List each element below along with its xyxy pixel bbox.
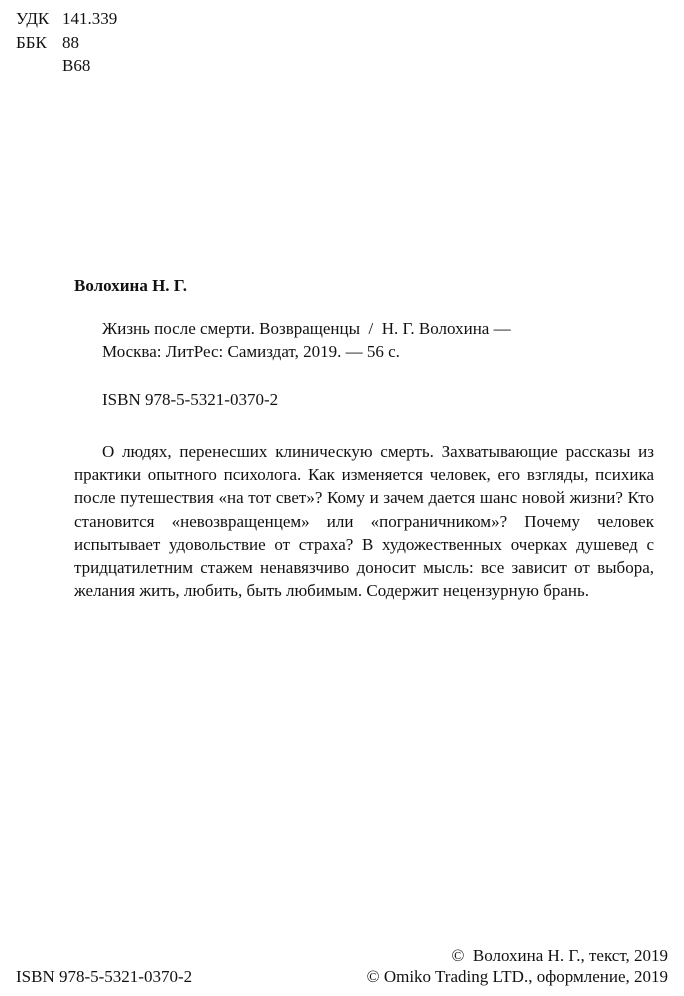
udk-label: УДК <box>16 9 50 28</box>
footer-isbn: ISBN 978-5-5321-0370-2 <box>16 967 193 986</box>
bbk-value: 88 <box>62 33 79 52</box>
publication-line: Москва: ЛитРес: Самиздат, 2019. — 56 с. <box>102 342 400 361</box>
isbn-line: ISBN 978-5-5321-0370-2 <box>102 390 279 409</box>
title-line: Жизнь после смерти. Возвращенцы / Н. Г. Волохина — <box>102 319 511 338</box>
udk-value: 141.339 <box>62 9 118 28</box>
annotation-block <box>74 440 654 602</box>
author-mark: В68 <box>62 56 91 75</box>
bbk-label: ББК <box>16 33 47 52</box>
author-heading: Волохина Н. Г. <box>74 276 187 295</box>
copyright-block <box>367 945 668 987</box>
copyright-text: © Волохина Н. Г., текст, 2019 <box>451 946 668 965</box>
annotation-text: О людях, перенесших клиническую смерть. Захватывающие рассказы из практики опытного психолога. Как изменяется человек, его взгляды, психика после путешествия «на тот свет»? Кому и зачем дается шанс новой жизни? Кто становится «невозвращенцем» или «пограничником»? Почему человек испытывает удовольствие от страха? В художественных очерках душевед с тридцатилетним стажем ненавязчиво доносит мысль: все зависит от выбора, желания жить, любить, быть любимым. Содержит нецензурную брань. <box>74 442 654 601</box>
copyright-design: © Omiko Trading LTD., оформление, 2019 <box>366 967 668 986</box>
